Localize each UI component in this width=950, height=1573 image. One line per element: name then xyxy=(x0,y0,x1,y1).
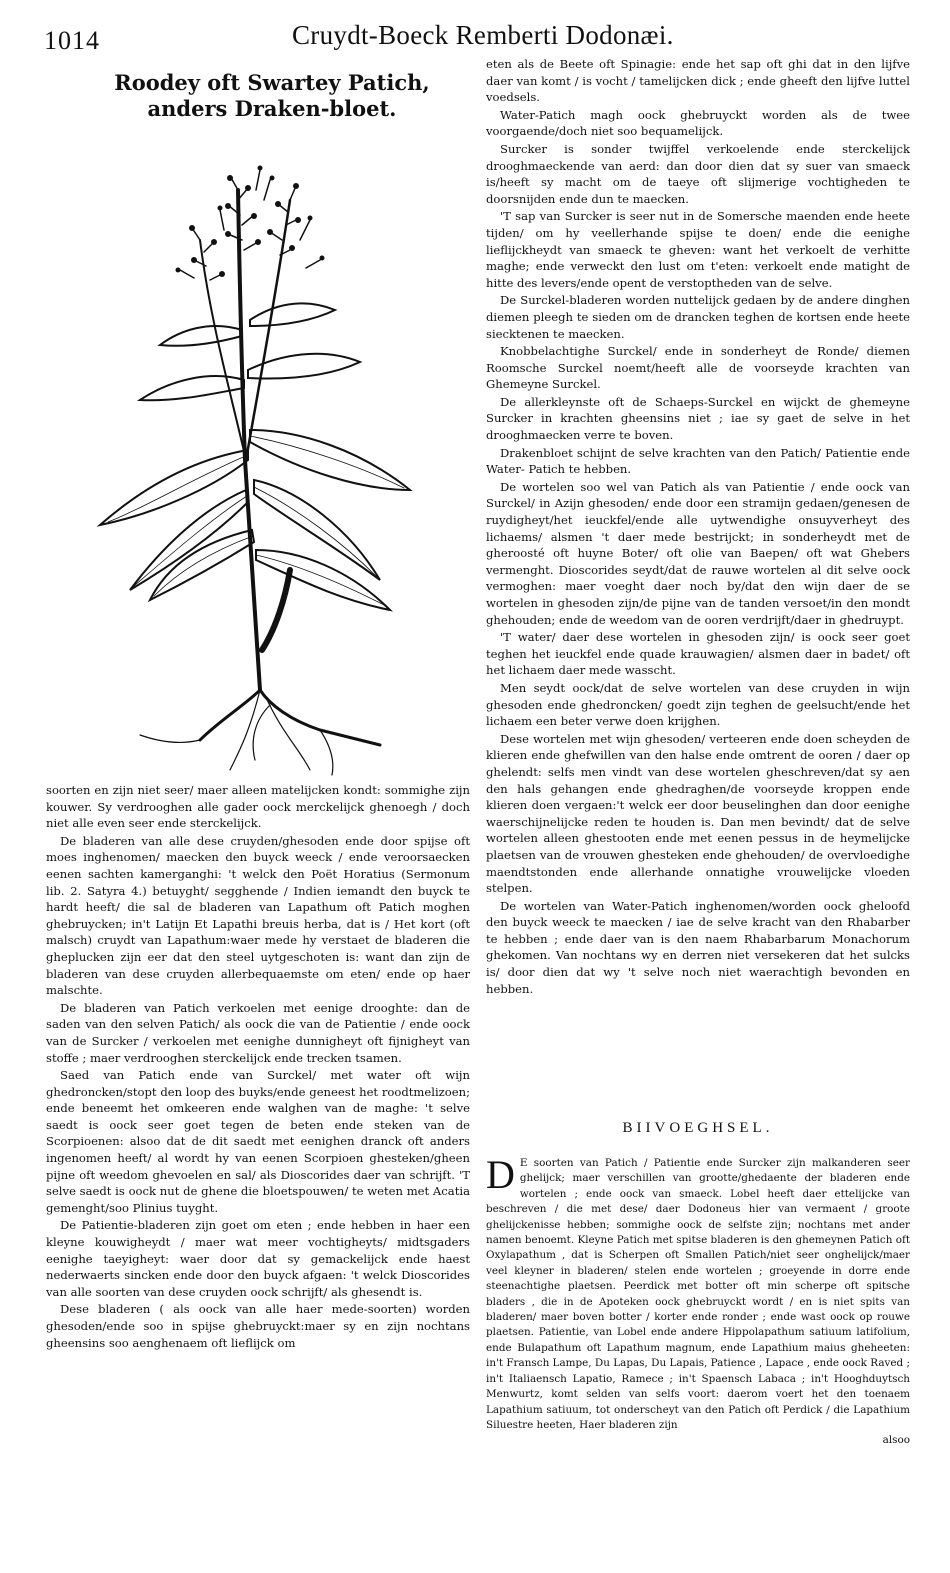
paragraph: De allerkleynste oft de Schaeps-Surckel en wijckt de ghemeyne Surcker in krachten gheensins niet ; iae sy gaet de selve in het drooghmaecken verre te boven. xyxy=(486,394,910,443)
paragraph: De bladeren van alle dese cruyden/ghesoden ende door spijse oft moes inghenomen/ maecken den buyck weeck / ende veroorsaecken eenen sachten kamerganghi: 't welck den Poët Horatius (Sermonum lib. 2. Satyra 4.) betuyght/ segghende / Indien iemandt den buyck te hardt heeft/ die sal de bladeren van Lapathum oft Patich moghen ghebruycken; in't Latijn Et Lapathi breuis herba, dat is / Het kort (oft malsch) cruydt van Lapathum:waer mede hy verstaet de bladeren die gheplucken zijn eer dat den steel uytgeschoten is: want dan zijn de bladeren van dese cruyden allerbequaemste om eten/ ende op haer malschte. xyxy=(46,833,470,998)
paragraph: soorten en zijn niet seer/ maer alleen matelijcken kondt: sommighe zijn kouwer. Sy verdrooghen alle gader oock merckelijck ghenoegh / doch niet alle even seer ende sterckelijck. xyxy=(46,783,470,831)
drop-cap: D xyxy=(486,1152,515,1197)
paragraph: Water-Patich magh oock ghebruyckt worden als de twee voorgaende/doch niet soo bequamelijck. xyxy=(486,107,910,139)
paragraph: Men seydt oock/dat de selve wortelen van dese cruyden in wijn ghesoden ende ghedroncken/ goedt zijn teghen de geelsucht/ende het lichaem een beter verwe doen krijghen. xyxy=(486,680,910,729)
paragraph: Drakenbloet schijnt de selve krachten van den Patich/ Patientie ende Water- Patich te hebben. xyxy=(486,445,910,477)
paragraph: De Patientie-bladeren zijn goet om eten ; ende hebben in haer een kleyne kouwigheydt / maer wat meer vochtigheyts/ midtsgaders eenighe taeyighеyt: waer door dat sy gemackelijck ende haest nederwaerts sincken ende door den buyck afgaen: 't welck Dioscorides van alle soorten van dese cruyden oock schrijft/ als ghesendt is. xyxy=(46,1218,470,1299)
paragraph: Knobbelachtighe Surckel/ ende in sonderheyt de Ronde/ diemen Roomsche Surckel noemt/heeft alle de voorseyde krachten van Ghemeyne Surckel. xyxy=(486,344,910,392)
paragraph: De wortelen van Water-Patich inghenomen/worden oock gheloofd den buyck weeck te maecken / iae de selve kracht van den Rhabarber te hebben ; ende daer van is den naem Rhabarbarum Monachorum ghekomen. Van nochtans wy en derren niet versekeren dat het sulcks is/ door dien dat wy 't selve noch niet waerachtigh bevonden en hebben. xyxy=(486,898,910,996)
paragraph: De wortelen soo wel van Patich als van Patientie / ende oock van Surckel/ in Azijn ghesoden/ ende door een stramijn gedaen/genesen de ruydigheyt/het ieuckfel/ende alle uytwendighe onsuyverheyt des lichaems/ alsmen 't daer mede bestrijckt; in sonderheydt met de gheroosté oft huyne Boter/ oft olie van Baepen/ oft wat Ghebers vermenght. Dioscorides seydt/dat de rauwe wortelen al dit selve oock vermoghen: maer voeght daer noch by/dat den wijn daer de se wortelen in ghesoden zijn/de pijne van de tanden versoet/in den mondt ghehouden; ende de weedom van de ooren verdrijft/daer in ghedruypt. xyxy=(486,479,910,627)
paragraph: 'T sap van Surcker is seer nut in de Somersche maenden ende heete tijden/ om hy veellerhande spijse te doen/ ende die eenighe lieflijckheydt van smaeck te gheven: want het verkoelt de verhitte maghe; ende verweckt den lust om t'eten: verkoelt ende matight de hitte des levers/ende opent de verstoptheden van de selve. xyxy=(486,209,910,290)
supplement-body: E soorten van Patich / Patientie ende Surcker zijn malkanderen seer ghelijck; maer verschillen van grootte/ghedaente der bladeren ende wortelen ; ende oock van smaeck. Lobel heeft daer ettelijcke van beschreven / die met dese/ daer Dodoneus hier van vermaent / groote ghelijckenisse hebben; sommighe oock de selfste zijn; nochtans met ander namen benoemt. Kleyne Patich met spitse bladeren is den ghemeynen Patich oft Oxylapathum , dat is Scherpen oft Smallen Patich/niet seer onghelijck/maer veel kleyner in bladeren/ stelen ende wortelen ; groeyende in dorre ende steenachtighe plaetsen. Peerdick met botter oft min scherpe oft spitsche bladers , die in de Apoteken oock ghebruyckt wordt / en is niet spits van bladeren/ maer boven botter / korter ende ronder ; ende wast oock op rouwe plaetsen. Patientie, van Lobel ende andere Hippolapathum satiuum latifolium, ende Bulapathum oft Lapathum magnum, ende Lapathium maius gheheeten: in't Fransch Lampe, Du Lapas, Du Lapais, Patience , Lapace , ende oock Raved ; in't Italiaensch Lapatio, Ramece ; in't Spaensch Labaca ; in't Hooghduytsch Menwurtz, komt selden van selfs voort: daerom voert het den toenaem Lapathium satiuum, tot onderscheyt van den Patich oft Perdick / die Lapathium Siluestre heeten, Haer bladeren zijn xyxy=(486,1157,911,1431)
paragraph: Saed van Patich ende van Surckel/ met water oft wijn ghedroncken/stopt den loop des buyks/ende geneest het roodtmelizoen; ende beneemt het omkeeren ende walghen van de maghe: 't selve saedt is oock seer goet tegen de beten ende steken van de Scorpioenen: alsoo dat de dit saedt met eenighen dranck oft anders ingenomen heeft/ al wordt hy van eenen Scorpioen ghesteken/gheen pijne oft weedom ghevoelen en sal/ als Dioscorides daer van schrijft. 'T selve saedt is oock nut de ghene die bloetspouwen/ te weten met Acatia gemenght/soo Plinius tuyght. xyxy=(46,1068,470,1215)
plant-woodcut-image xyxy=(60,130,470,780)
paragraph: Dese bladeren ( als oock van alle haer mede-soorten) worden ghesoden/ende soo in spijse ghebruyckt:maer sy en zijn nochtans gheensins soo aenghenaem oft lieflijck om xyxy=(46,1302,470,1350)
section-title: BIIVOEGHSEL. xyxy=(622,1120,774,1136)
paragraph: De Surckel-bladeren worden nuttelijck gedaen by de andere dinghen diemen pleegh te sieden om de drancken teghen de kortsen ende heete siecktenen te maecken. xyxy=(486,293,910,341)
page-number: 1014 xyxy=(44,26,100,55)
paragraph: 'T water/ daer dese wortelen in ghesoden zijn/ is oock seer goet teghen het ieuckfel ende quade krauwagien/ alsmen daer in badet/ oft het lichaem daer mede wasscht. xyxy=(486,630,910,678)
plant-illustration xyxy=(60,130,470,780)
figure-title: Roodey oft Swartey Patich, anders Draken-bloet. xyxy=(114,70,430,121)
paragraph: Dese wortelen met wijn ghesoden/ verteeren ende doen scheyden de klieren ende ghefwillen van den halse ende omtrent de ooren / daer op ghelendt: selfs men vindt van dese wortelen gheschreven/dat sy aen den hals gehangen ende ghedraghen/de voorseyde kroppen ende klieren doen vergaen:'t welck eer door beuselinghen dan door eenighe waerschijnelijcke reden te houden is. Dan men bevindt/ dat de selve wortelen alleen ghestooten ende met eenen pessus in de heymelijcke plaetsen van de vrouwen ghesteken ende ghehouden/ de overvloedighe maendtstonden ende allerhande onnatighe vrouwelijcke vloeden stelpen. xyxy=(486,731,910,896)
running-head: Cruydt-Boeck Remberti Dodonæi. xyxy=(292,20,674,50)
right-column-text xyxy=(486,56,910,998)
left-column-text xyxy=(46,782,470,1352)
paragraph: eten als de Beete oft Spinagie: ende het sap oft ghi dat in den lijfve daer van komt / is vocht / tamelijcken dick ; ende gheeft den lijfve luttel voedsels. xyxy=(486,57,910,105)
paragraph: De bladeren van Patich verkoelen met eenige drooghte: dan de saden van den selven Patich/ als oock die van de Patientie / ende oock van de Surcker / verkoelen met eenighe dunnigheyt oft fijnigheyt van stoffe ; maer verdrooghen sterckelijck ende trecken tsamen. xyxy=(46,1000,470,1065)
supplement-text xyxy=(486,1152,911,1449)
catchword: alsoo xyxy=(882,1434,910,1447)
paragraph: Surcker is sonder twijffel verkoelende ende sterckelijck drooghmaeckende van aerd: dan door dien dat sy suer van smaeck is/heeft sy macht om de taeye oft slijmerige vochtigheden te doorsnijden ende dun te maecken. xyxy=(486,141,910,206)
